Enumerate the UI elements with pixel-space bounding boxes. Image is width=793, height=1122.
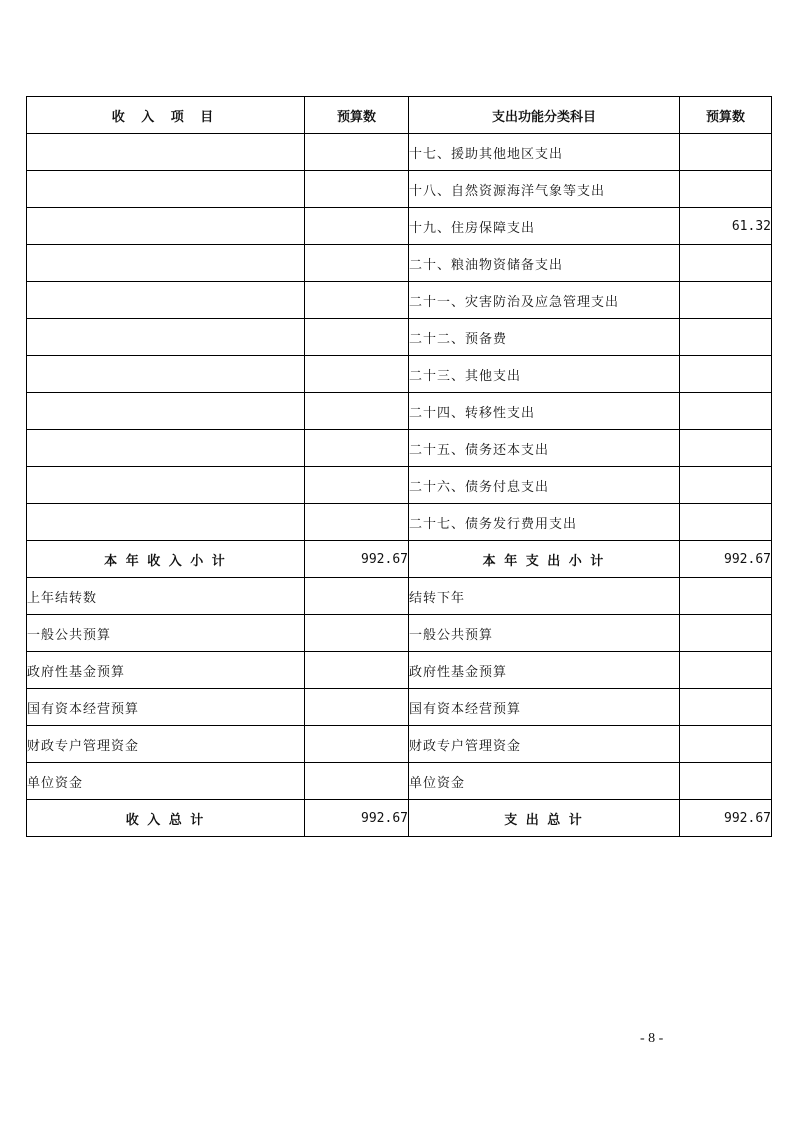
income-item-cell <box>27 171 305 208</box>
total-row <box>27 800 772 837</box>
income-value-cell <box>305 208 409 245</box>
expense-item-label: 二十五、债务还本支出 <box>409 430 680 467</box>
income-value-cell <box>305 393 409 430</box>
expense-item-label: 二十三、其他支出 <box>409 356 680 393</box>
income-value-cell <box>305 171 409 208</box>
carry-income-item: 国有资本经营预算 <box>27 689 305 726</box>
subtotal-row <box>27 541 772 578</box>
carry-income-item: 财政专户管理资金 <box>27 726 305 763</box>
carry-expense-item: 政府性基金预算 <box>409 652 680 689</box>
expense-item-label: 十七、援助其他地区支出 <box>409 134 680 171</box>
expense-item-value <box>680 504 772 541</box>
expense-item-value <box>680 393 772 430</box>
income-value-cell <box>305 319 409 356</box>
carry-expense-item-value <box>680 763 772 800</box>
income-item-cell <box>27 504 305 541</box>
income-item-cell <box>27 208 305 245</box>
expense-subtotal-value: 992.67 <box>680 541 772 578</box>
table-row <box>27 319 772 356</box>
income-item-cell <box>27 282 305 319</box>
expense-item-label: 二十二、预备费 <box>409 319 680 356</box>
carry-expense-value <box>680 578 772 615</box>
income-item-cell <box>27 245 305 282</box>
expense-item-value <box>680 134 772 171</box>
header-expense-item: 支出功能分类科目 <box>409 97 680 134</box>
expense-item-value <box>680 282 772 319</box>
table-row <box>27 467 772 504</box>
expense-item-value <box>680 319 772 356</box>
expense-item-label: 二十一、灾害防治及应急管理支出 <box>409 282 680 319</box>
income-item-cell <box>27 430 305 467</box>
carry-expense-item: 国有资本经营预算 <box>409 689 680 726</box>
carry-income-item: 政府性基金预算 <box>27 652 305 689</box>
expense-item-value: 61.32 <box>680 208 772 245</box>
income-value-cell <box>305 282 409 319</box>
income-value-cell <box>305 467 409 504</box>
carry-expense-label: 结转下年 <box>409 578 680 615</box>
carry-income-item-value <box>305 652 409 689</box>
table-row <box>27 689 772 726</box>
carry-expense-item-value <box>680 726 772 763</box>
carry-expense-item: 单位资金 <box>409 763 680 800</box>
table-row <box>27 763 772 800</box>
table-row <box>27 430 772 467</box>
table-row <box>27 652 772 689</box>
table-row <box>27 356 772 393</box>
income-value-cell <box>305 430 409 467</box>
income-item-cell <box>27 319 305 356</box>
header-income-item: 收 入 项 目 <box>27 97 305 134</box>
expense-item-value <box>680 467 772 504</box>
carry-income-item-value <box>305 689 409 726</box>
carry-rows <box>27 615 772 800</box>
expense-subtotal-label: 本 年 支 出 小 计 <box>409 541 680 578</box>
expense-item-value <box>680 430 772 467</box>
table-row <box>27 726 772 763</box>
expense-item-label: 二十四、转移性支出 <box>409 393 680 430</box>
income-item-cell <box>27 134 305 171</box>
table-row <box>27 134 772 171</box>
carry-income-value <box>305 578 409 615</box>
carry-income-item-value <box>305 763 409 800</box>
income-value-cell <box>305 245 409 282</box>
income-item-cell <box>27 356 305 393</box>
table-row <box>27 282 772 319</box>
carry-expense-item: 一般公共预算 <box>409 615 680 652</box>
income-subtotal-label: 本 年 收 入 小 计 <box>27 541 305 578</box>
income-value-cell <box>305 134 409 171</box>
table-row <box>27 208 772 245</box>
header-expense-budget: 预算数 <box>680 97 772 134</box>
income-subtotal-value: 992.67 <box>305 541 409 578</box>
expense-item-label: 二十、粮油物资储备支出 <box>409 245 680 282</box>
table-row <box>27 504 772 541</box>
carry-income-item: 单位资金 <box>27 763 305 800</box>
table-header-row <box>27 97 772 134</box>
expense-item-value <box>680 245 772 282</box>
expense-total-label: 支 出 总 计 <box>409 800 680 837</box>
income-value-cell <box>305 356 409 393</box>
income-value-cell <box>305 504 409 541</box>
expense-rows <box>27 134 772 541</box>
expense-total-value: 992.67 <box>680 800 772 837</box>
income-total-label: 收 入 总 计 <box>27 800 305 837</box>
table-row <box>27 615 772 652</box>
expense-item-label: 十九、住房保障支出 <box>409 208 680 245</box>
expense-item-value <box>680 356 772 393</box>
expense-item-label: 十八、自然资源海洋气象等支出 <box>409 171 680 208</box>
carry-expense-item-value <box>680 615 772 652</box>
carry-income-label: 上年结转数 <box>27 578 305 615</box>
income-item-cell <box>27 467 305 504</box>
carry-header-row <box>27 578 772 615</box>
header-income-budget: 预算数 <box>305 97 409 134</box>
carry-income-item-value <box>305 726 409 763</box>
carry-income-item: 一般公共预算 <box>27 615 305 652</box>
expense-item-label: 二十六、债务付息支出 <box>409 467 680 504</box>
expense-item-label: 二十七、债务发行费用支出 <box>409 504 680 541</box>
carry-expense-item: 财政专户管理资金 <box>409 726 680 763</box>
table-row <box>27 393 772 430</box>
income-item-cell <box>27 393 305 430</box>
carry-expense-item-value <box>680 689 772 726</box>
table-row <box>27 245 772 282</box>
carry-income-item-value <box>305 615 409 652</box>
budget-table <box>26 96 772 837</box>
carry-expense-item-value <box>680 652 772 689</box>
page-number: - 8 - <box>640 1031 664 1046</box>
table-row <box>27 171 772 208</box>
income-total-value: 992.67 <box>305 800 409 837</box>
expense-item-value <box>680 171 772 208</box>
